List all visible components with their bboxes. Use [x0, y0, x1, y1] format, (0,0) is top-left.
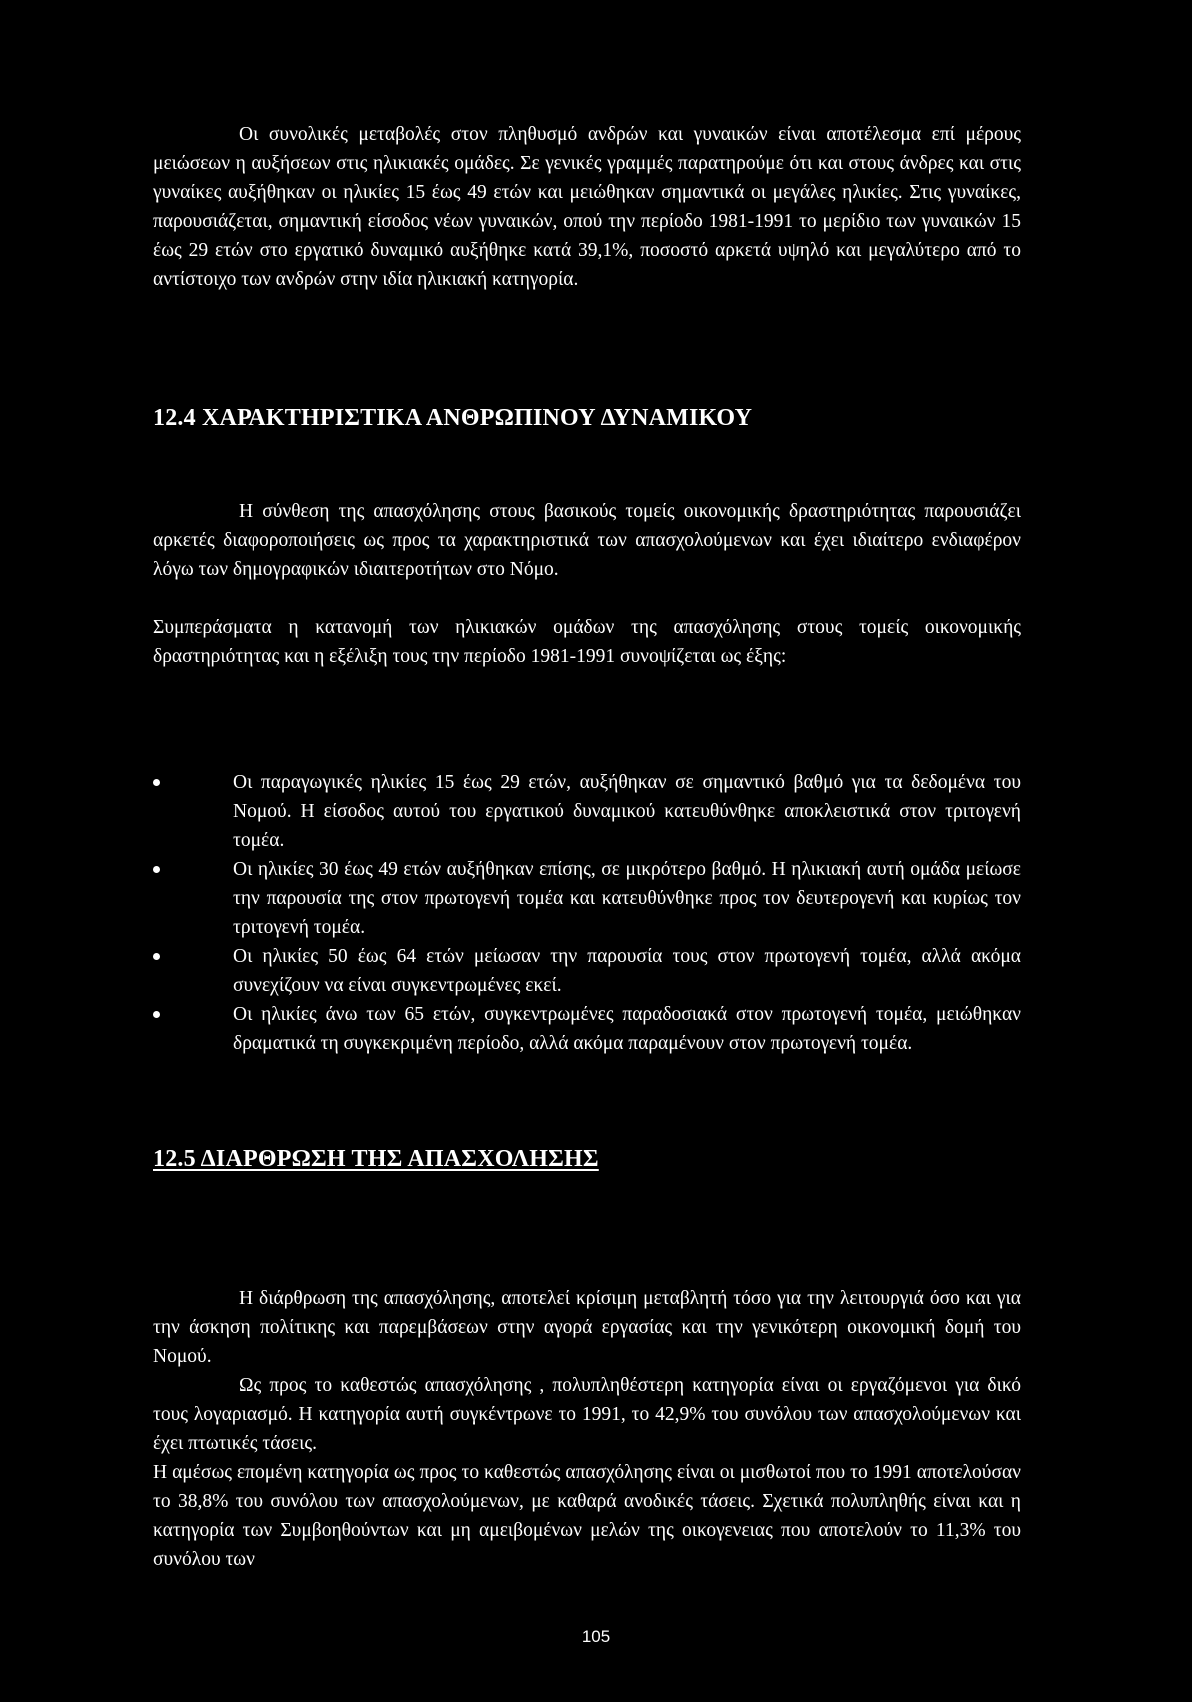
bullet-icon — [153, 1011, 160, 1018]
structure-paragraph-1: Η διάρθρωση της απασχόλησης, αποτελεί κρίσιμη μεταβλητή τόσο για την λειτουργιά όσο και για την άσκηση πολίτικης και παρεμβάσεων στην αγορά εργασίας και την γενικότερη οικονομική δομή του Νομού. — [153, 1288, 1021, 1367]
list-item-text: Οι ηλικίες άνω των 65 ετών, συγκεντρωμένες παραδοσιακά στον πρωτογενή τομέα, μειώθηκαν δραματικά τη συγκεκριμένη περίοδο, αλλά ακόμα παραμένουν στον πρωτογενή τομέα. — [233, 1004, 1021, 1054]
list-item — [153, 768, 1021, 855]
structure-paragraph-3: Η αμέσως επομένη κατηγορία ως προς το καθεστώς απασχόλησης είναι οι μισθωτοί που το 1991 αποτελούσαν το 38,8% του συνόλου των απασχολούμενων, με καθαρά ανοδικές τάσεις. Σχετικά πολυπληθής είναι και η κατηγορία των Συμβοηθούντων και μη αμειβομένων μελών της οικογενειας που αποτελούν το 11,3% του συνόλου των — [153, 1462, 1021, 1570]
bullet-icon — [153, 866, 160, 873]
section-heading-12-4: 12.4 ΧΑΡΑΚΤΗΡΙΣΤΙΚΑ ΑΝΘΡΩΠΙΝΟΥ ΔΥΝΑΜΙΚΟΥ — [153, 405, 753, 431]
composition-paragraph: Η σύνθεση της απασχόλησης στους βασικούς τομείς οικονομικής δραστηριότητας παρουσιάζει αρκετές διαφοροποιήσεις ως προς τα χαρακτηριστικά των απασχολούμενων και έχει ιδιαίτερο ενδιαφέρον λόγω των δημογραφικών ιδιαιτεροτήτων στο Νόμο. — [153, 501, 1021, 580]
list-item — [153, 1000, 1021, 1058]
list-item-text: Οι ηλικίες 30 έως 49 ετών αυξήθηκαν επίσης, σε μικρότερο βαθμό. Η ηλικιακή αυτή ομάδα μείωσε την παρουσία της στον πρωτογενή τομέα και κατευθύνθηκε προς τον δευτερογενή και κυρίως τον τριτογενή τομέα. — [233, 859, 1021, 938]
bullet-icon — [153, 779, 160, 786]
conclusions-list — [153, 768, 1021, 1058]
page-number: 105 — [581, 1627, 611, 1646]
bullet-icon — [153, 953, 160, 960]
conclusions-paragraph: Συμπεράσματα η κατανομή των ηλικιακών ομάδων της απασχόλησης στους τομείς οικονομικής δραστηριότητας και η εξέλιξη τους την περίοδο 1981-1991 συνοψίζεται ως έξης: — [153, 617, 1021, 667]
list-item-text: Οι παραγωγικές ηλικίες 15 έως 29 ετών, αυξήθηκαν σε σημαντικό βαθμό για τα δεδομένα του Νομού. Η είσοδος αυτού του εργατικού δυναμικού κατευθύνθηκε αποκλειστικά στον τριτογενή τομέα. — [233, 772, 1021, 851]
section-heading-12-5: 12.5 ΔΙΑΡΘΡΩΣΗ ΤΗΣ ΑΠΑΣΧΟΛΗΣΗΣ — [153, 1146, 599, 1172]
list-item-text: Οι ηλικίες 50 έως 64 ετών μείωσαν την παρουσία τους στον πρωτογενή τομέα, αλλά ακόμα συνεχίζουν να είναι συγκεντρωμένες εκεί. — [233, 946, 1021, 996]
intro-paragraph: Οι συνολικές μεταβολές στον πληθυσμό ανδρών και γυναικών είναι αποτέλεσμα επί μέρους μειώσεων η αυξήσεων στις ηλικιακές ομάδες. Σε γενικές γραμμές παρατηρούμε ότι και στους άνδρες και στις γυναίκες αυξήθηκαν οι ηλικίες 15 έως 49 ετών και μειώθηκαν σημαντικά οι μεγάλες ηλικίες. Στις γυναίκες, παρουσιάζεται, σημαντική είσοδος νέων γυναικών, οπού την περίοδο 1981-1991 το μερίδιο των γυναικών 15 έως 29 ετών στο εργατικό δυναμικό αυξήθηκε κατά 39,1%, ποσοστό αρκετά υψηλό και μεγαλύτερο από το αντίστοιχο των ανδρών στην ιδία ηλικιακή κατηγορία. — [153, 124, 1021, 290]
list-item — [153, 942, 1021, 1000]
list-item — [153, 855, 1021, 942]
structure-paragraph-2: Ως προς το καθεστώς απασχόλησης , πολυπληθέστερη κατηγορία είναι οι εργαζόμενοι για δικό τους λογαριασμό. Η κατηγορία αυτή συγκέντρωνε το 1991, το 42,9% του συνόλου των απασχολούμενων και έχει πτωτικές τάσεις. — [153, 1375, 1021, 1454]
